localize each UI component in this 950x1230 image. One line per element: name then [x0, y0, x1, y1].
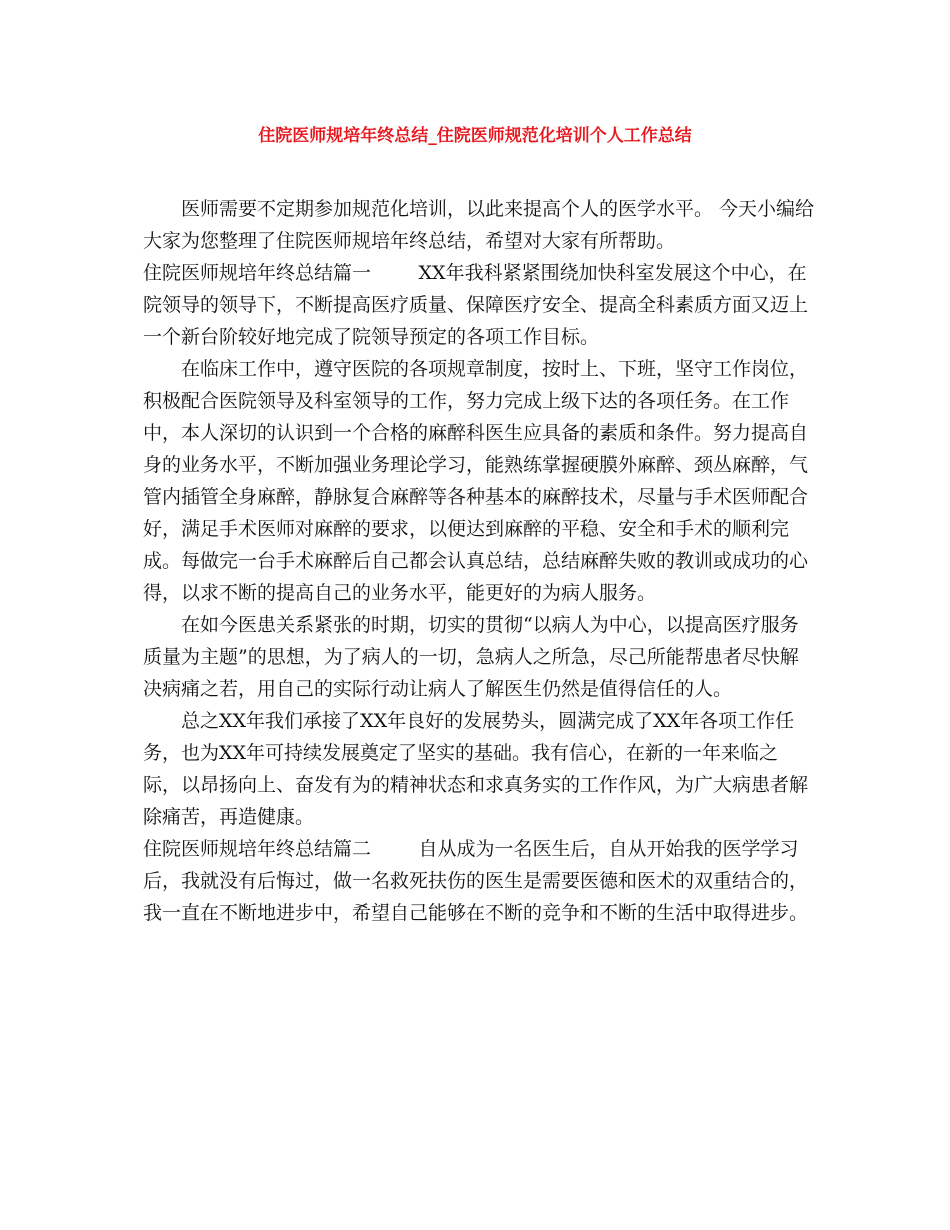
- section-two-lead: 自从成为一名医生后，自从开始我的医学学习后，我就没有后悔过，做一名救死扶伤的医生是需要医德和医术的双重结合的，我一直在不断地进步中，希望自己能够在不断的竞争和不断的生活中取得进步。: [143, 838, 809, 924]
- section-one-lead: XX年我科紧紧围绕加快科室发展这个中心，在院领导的领导下，不断提高医疗质量、保障医疗安全、提高全科素质方面又迈上一个新台阶较好地完成了院领导预定的各项工作目标。: [143, 262, 809, 348]
- section-two-heading: 住院医师规培年终总结篇二: [143, 838, 372, 860]
- patient-relations-paragraph: 在如今医患关系紧张的时期，切实的贯彻“以病人为中心，以提高医疗服务质量为主题”的思想，为了病人的一切，急病人之所急，尽己所能帮患者尽快解决病痛之若，用自己的实际行动让病人了解医生仍然是值得信任的人。: [143, 614, 799, 700]
- section-two-paragraph: [143, 833, 815, 929]
- document-title: 住院医师规培年终总结_住院医师规范化培训个人工作总结: [258, 126, 692, 146]
- clinical-work-paragraph: 在临床工作中，遵守医院的各项规章制度，按时上、下班，坚守工作岗位，积极配合医院领导及科室领导的工作，努力完成上级下达的各项任务。在工作中，本人深切的认识到一个合格的麻醉科医生应具备的素质和条件。努力提高自身的业务水平，不断加强业务理论学习，能熟练掌握硬膜外麻醉、颈丛麻醉，气管内插管全身麻醉，静脉复合麻醉等各种基本的麻醉技术，尽量与手术医师配合好，满足手术医师对麻醉的要求，以便达到麻醉的平稳、安全和手术的顺利完成。每做完一台手术麻醉后自己都会认真总结，总结麻醉失败的教训或成功的心得，以求不断的提高自己的业务水平，能更好的为病人服务。: [143, 358, 809, 604]
- document-body: [143, 193, 815, 929]
- section-one-heading: 住院医师规培年终总结篇一: [143, 262, 372, 284]
- summary-paragraph: 总之XX年我们承接了XX年良好的发展势头，圆满完成了XX年各项工作任务，也为XX年可持续发展奠定了坚实的基础。我有信心，在新的一年来临之际，以昂扬向上、奋发有为的精神状态和求真务实的工作作风，为广大病患者解除痛苦，再造健康。: [143, 710, 809, 828]
- intro-paragraph: 医师需要不定期参加规范化培训，以此来提高个人的医学水平。 今天小编给大家为您整理了住院医师规培年终总结，希望对大家有所帮助。: [143, 198, 815, 252]
- section-one-paragraph: [143, 257, 815, 353]
